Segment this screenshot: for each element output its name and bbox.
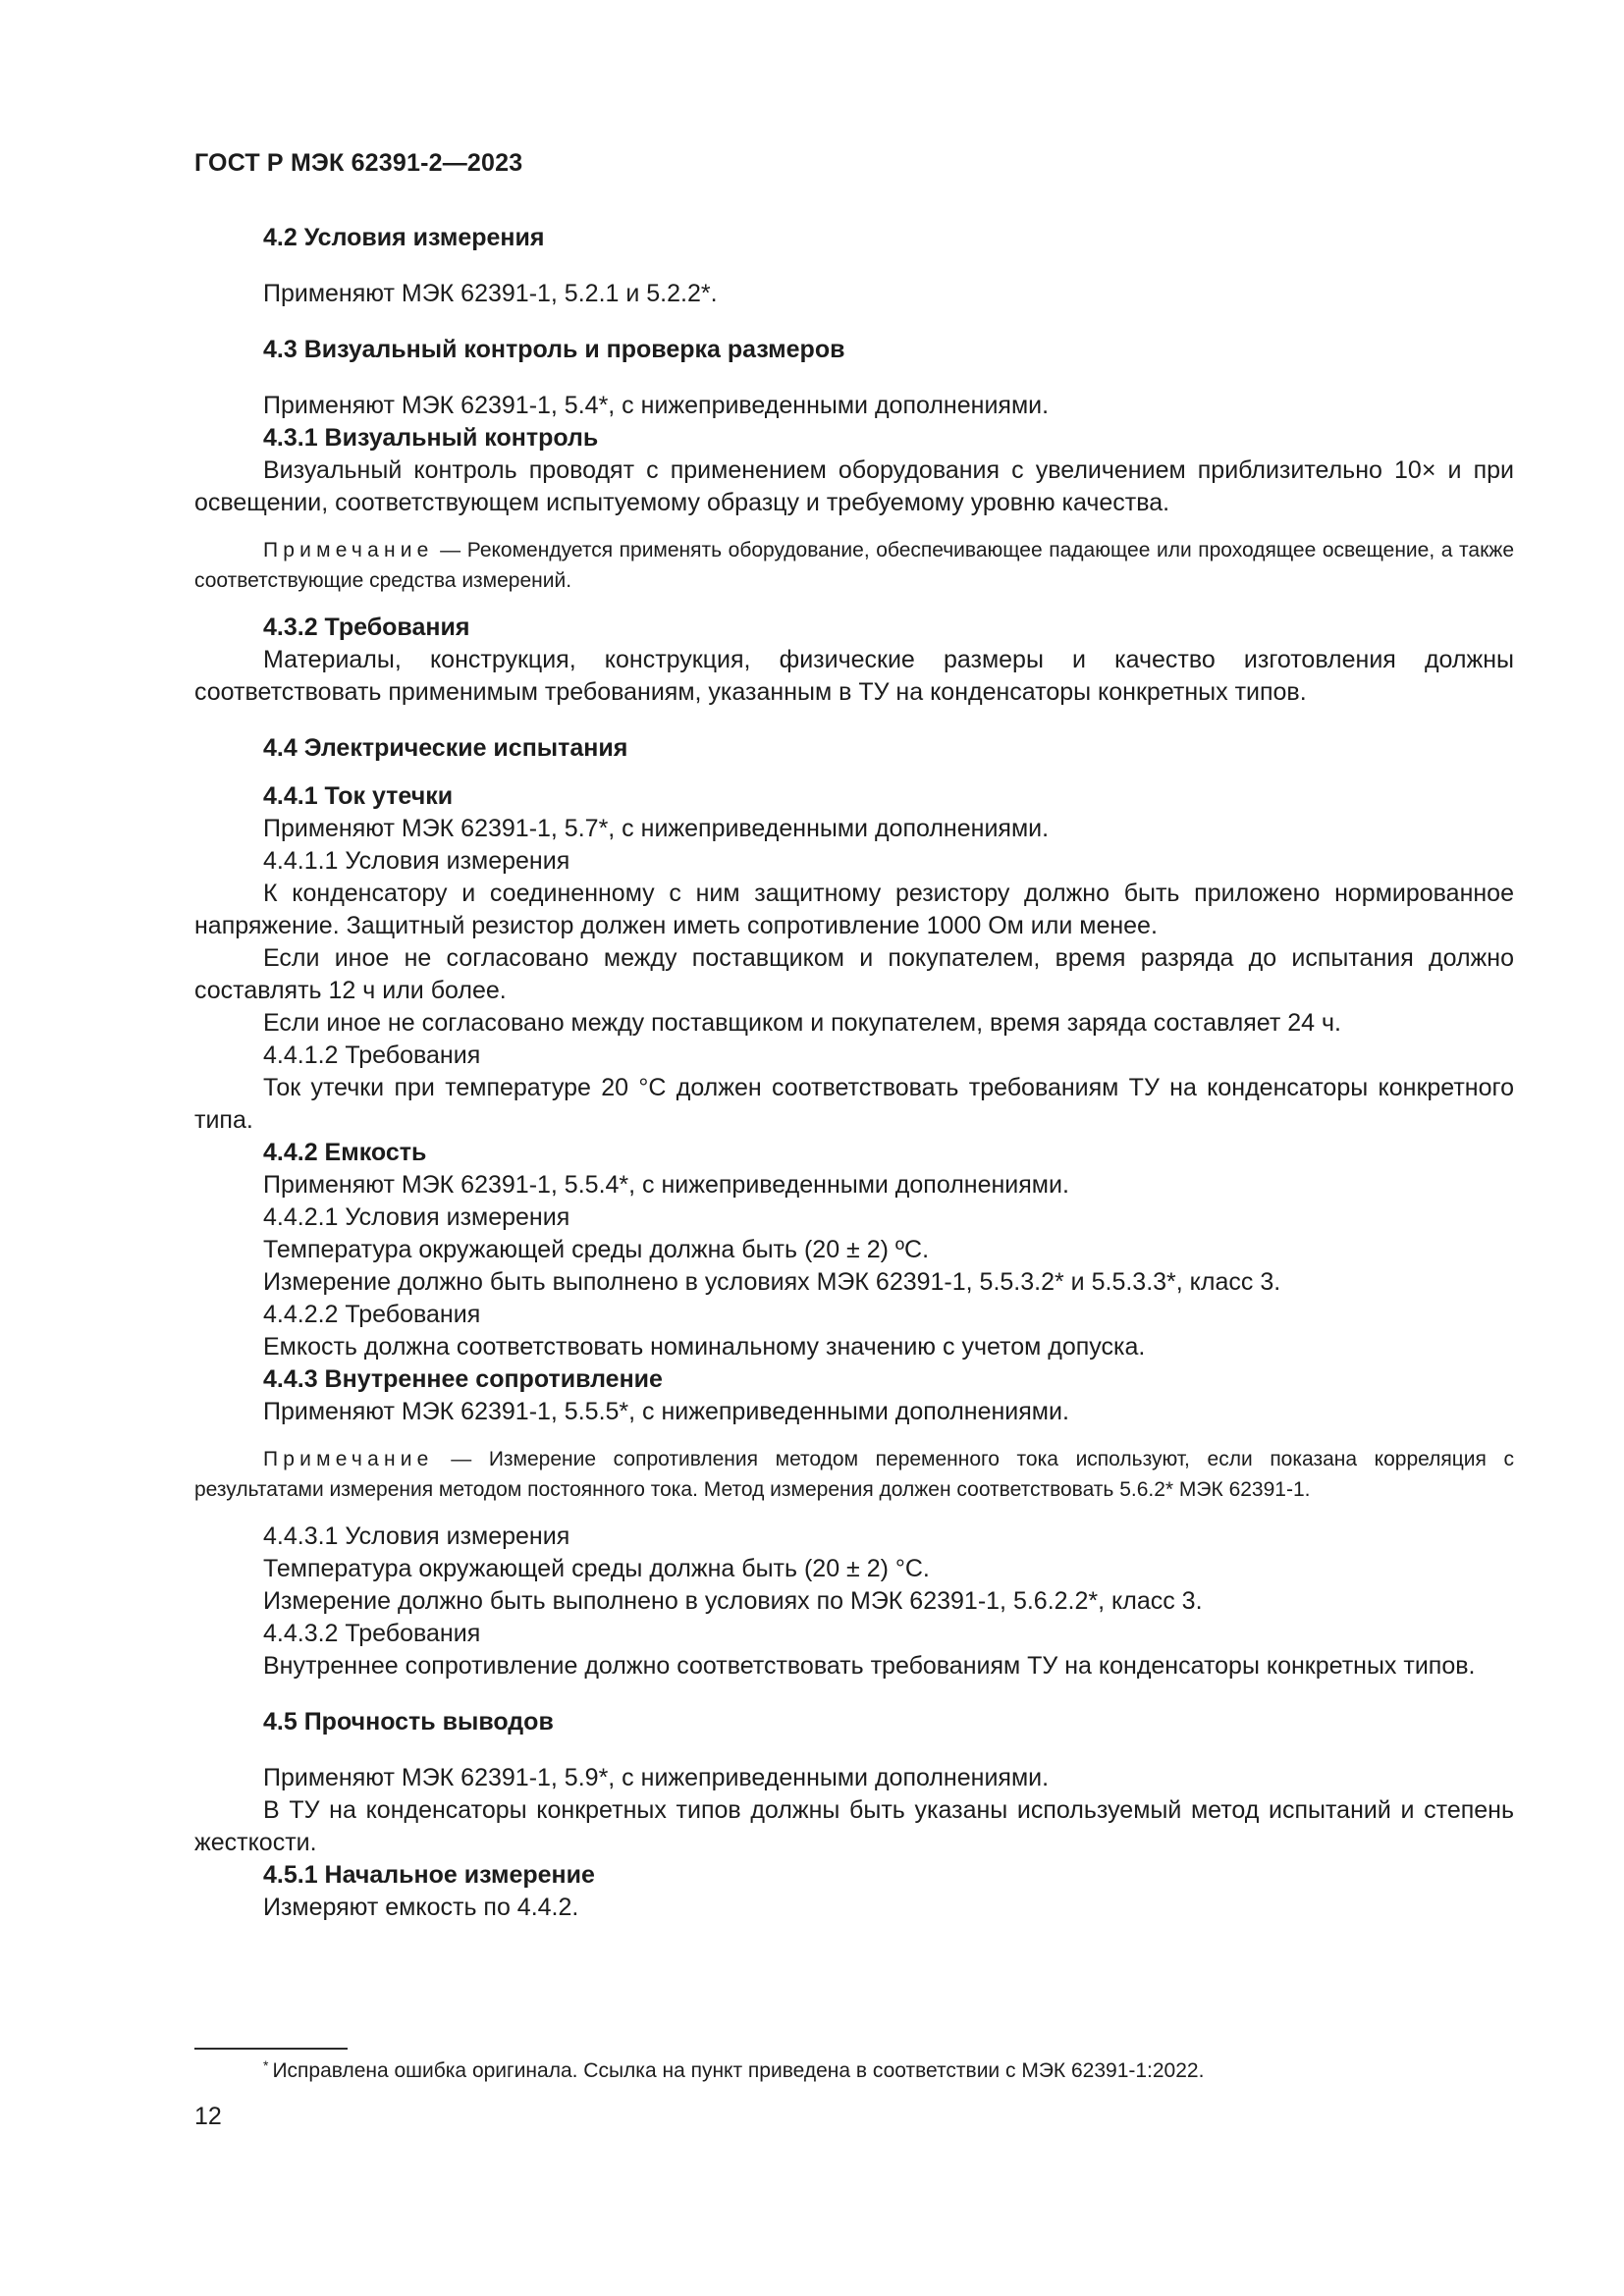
section-4-4-2-text: Применяют МЭК 62391-1, 5.5.4*, с нижеприведенными дополнениями.: [263, 1171, 1069, 1199]
section-4-3-1-heading: 4.3.1 Визуальный контроль: [263, 424, 599, 452]
footnote-divider: [194, 2048, 348, 2050]
section-4-3-2-heading: 4.3.2 Требования: [263, 614, 470, 641]
section-4-3-heading: 4.3 Визуальный контроль и проверка размеров: [263, 336, 845, 363]
section-4-4-2-heading: 4.4.2 Емкость: [263, 1139, 427, 1166]
section-4-4-2-1-para-2: Измерение должно быть выполнено в условиях МЭК 62391-1, 5.5.3.2* и 5.5.3.3*, класс 3.: [263, 1268, 1281, 1296]
section-4-3-2-text: Материалы, конструкция, конструкция, физические размеры и качество изготовления должны соответствовать применимым требованиям, указанным в ТУ на конденсаторы конкретных типов.: [194, 646, 1514, 706]
note-2-text: — Измерение сопротивления методом переменного тока используют, если показана корреляция с результатами измерения методом постоянного тока. Метод измерения должен соответствовать 5.6.2* МЭК 62391-1.: [194, 1448, 1514, 1501]
section-4-4-2-1-heading: 4.4.2.1 Условия измерения: [263, 1203, 570, 1231]
footnote-marker: *: [263, 2057, 269, 2073]
section-4-4-3-text: Применяют МЭК 62391-1, 5.5.5*, с нижеприведенными дополнениями.: [263, 1398, 1069, 1425]
section-4-4-2-1-para-1: Температура окружающей среды должна быть (20 ± 2) ºС.: [263, 1236, 930, 1263]
section-4-4-3-heading: 4.4.3 Внутреннее сопротивление: [263, 1365, 663, 1393]
section-4-4-2-2-heading: 4.4.2.2 Требования: [263, 1301, 481, 1328]
section-4-4-2-2-text: Емкость должна соответствовать номинальному значению с учетом допуска.: [263, 1333, 1146, 1361]
section-4-3-1-text: Визуальный контроль проводят с применением оборудования с увеличением приблизительно 10× и при освещении, соответствующем испытуемому образцу и требуемому уровню качества.: [194, 456, 1514, 516]
standard-header: ГОСТ Р МЭК 62391-2—2023: [194, 149, 523, 177]
section-4-5-para-1: Применяют МЭК 62391-1, 5.9*, с нижеприведенными дополнениями.: [263, 1764, 1050, 1791]
section-4-4-3-2-text: Внутреннее сопротивление должно соответствовать требованиям ТУ на конденсаторы конкретных типов.: [263, 1652, 1476, 1680]
section-4-4-3-1-para-1: Температура окружающей среды должна быть (20 ± 2) °С.: [263, 1555, 930, 1582]
section-4-4-1-text: Применяют МЭК 62391-1, 5.7*, с нижеприведенными дополнениями.: [263, 815, 1050, 842]
section-4-4-3-1-para-2: Измерение должно быть выполнено в условиях по МЭК 62391-1, 5.6.2.2*, класс 3.: [263, 1587, 1203, 1615]
section-4-5-1-text: Измеряют емкость по 4.4.2.: [263, 1894, 579, 1921]
section-4-4-1-1-para-3: Если иное не согласовано между поставщиком и покупателем, время заряда составляет 24 ч.: [263, 1009, 1341, 1037]
section-4-4-1-2-heading: 4.4.1.2 Требования: [263, 1041, 481, 1069]
section-4-4-1-1-para-1: К конденсатору и соединенному с ним защитному резистору должно быть приложено нормированное напряжение. Защитный резистор должен иметь сопротивление 1000 Ом или менее.: [194, 880, 1514, 939]
section-4-4-heading: 4.4 Электрические испытания: [263, 734, 628, 762]
section-4-3-text: Применяют МЭК 62391-1, 5.4*, с нижеприведенными дополнениями.: [263, 392, 1050, 419]
footnote: [263, 2056, 1204, 2086]
section-4-5-para-2: В ТУ на конденсаторы конкретных типов должны быть указаны используемый метод испытаний и степень жесткости.: [194, 1796, 1514, 1856]
note-2: [194, 1444, 1514, 1505]
section-4-4-1-1-heading: 4.4.1.1 Условия измерения: [263, 847, 570, 875]
note-1-text: — Рекомендуется применять оборудование, обеспечивающее падающее или проходящее освещение, а также соответствующие средства измерений.: [194, 539, 1514, 592]
note-2-label: Примечание: [263, 1448, 434, 1470]
section-4-4-1-1-para-2: Если иное не согласовано между поставщиком и покупателем, время разряда до испытания должно составлять 12 ч или более.: [194, 944, 1514, 1004]
section-4-4-1-heading: 4.4.1 Ток утечки: [263, 782, 454, 810]
page-number: 12: [194, 2103, 222, 2130]
section-4-4-3-2-heading: 4.4.3.2 Требования: [263, 1620, 481, 1647]
section-4-4-1-2-text: Ток утечки при температуре 20 °С должен соответствовать требованиям ТУ на конденсаторы конкретного типа.: [194, 1074, 1514, 1134]
section-4-5-heading: 4.5 Прочность выводов: [263, 1708, 554, 1735]
document-body: [194, 222, 1514, 1924]
note-1: [194, 535, 1514, 596]
note-1-label: Примечание: [263, 539, 434, 561]
section-4-2-heading: 4.2 Условия измерения: [263, 224, 545, 251]
section-4-4-3-1-heading: 4.4.3.1 Условия измерения: [263, 1522, 570, 1550]
section-4-5-1-heading: 4.5.1 Начальное измерение: [263, 1861, 595, 1889]
footnote-text: Исправлена ошибка оригинала. Ссылка на пункт приведена в соответствии с МЭК 62391-1:2022.: [272, 2059, 1205, 2082]
section-4-2-text: Применяют МЭК 62391-1, 5.2.1 и 5.2.2*.: [263, 280, 718, 307]
